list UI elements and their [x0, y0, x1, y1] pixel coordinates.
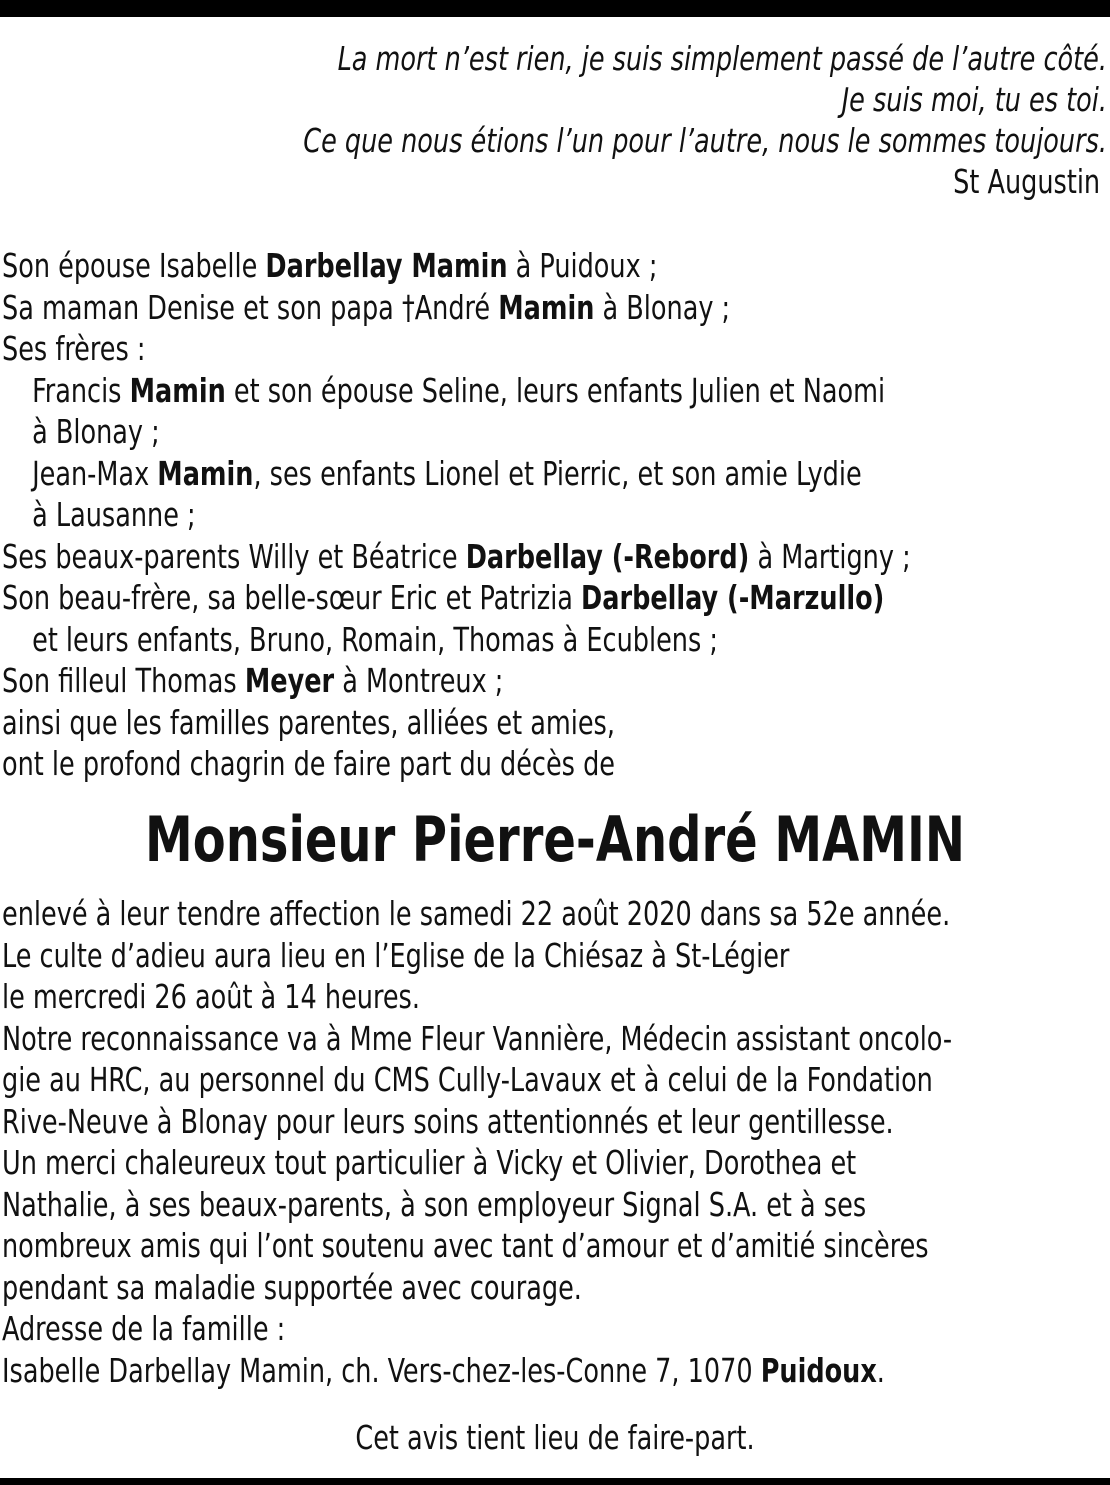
body-line: Notre reconnaissance va à Mme Fleur Vannière, Médecin assistant oncolo- [2, 1018, 953, 1058]
family-line: Ses beaux-parents Willy et Béatrice Darbellay (-Rebord) à Martigny ; [2, 536, 911, 576]
family-list [2, 245, 911, 785]
family-surname: Meyer [244, 661, 335, 700]
body-line: Rive-Neuve à Blonay pour leurs soins attentionnés et leur gentillesse. [2, 1101, 894, 1141]
family-surname: Mamin [498, 287, 595, 327]
family-line: ainsi que les familles parentes, alliées et amies, [2, 702, 615, 742]
family-line: Jean-Max Mamin, ses enfants Lionel et Pierric, et son amie Lydie [32, 453, 862, 493]
family-line: Sa maman Denise et son papa †André Mamin à Blonay ; [2, 287, 731, 327]
address-city: Puidoux [760, 1350, 877, 1390]
body-line: Nathalie, à ses beaux-parents, à son employeur Signal S.A. et à ses [2, 1184, 867, 1224]
body-line: nombreux amis qui l’ont soutenu avec tant d’amour et d’amitié sincères [2, 1226, 929, 1265]
family-line: Son filleul Thomas Meyer à Montreux ; [2, 661, 504, 700]
bottom-rule [0, 1478, 1110, 1485]
family-surname: Mamin [129, 370, 226, 410]
family-surname: Darbellay Mamin [265, 246, 508, 285]
quote-author: St Augustin [953, 162, 1101, 201]
quote-line: La mort n’est rien, je suis simplement passé de l’autre côté. [337, 39, 1108, 78]
family-line: à Lausanne ; [32, 495, 196, 534]
body-line: gie au HRC, au personnel du CMS Cully-Lavaux et à celui de la Fondation [2, 1060, 933, 1099]
family-surname: Darbellay (-Rebord) [465, 536, 750, 576]
family-line: Ses frères : [2, 329, 146, 368]
family-surname: Mamin [157, 453, 254, 493]
closing-note: Cet avis tient lieu de faire-part. [355, 1418, 755, 1457]
family-line: Son beau-frère, sa belle-sœur Eric et Patrizia Darbellay (-Marzullo) [2, 578, 885, 617]
family-line: Francis Mamin et son épouse Seline, leurs enfants Julien et Naomi [32, 370, 886, 410]
body-line: Le culte d’adieu aura lieu en l’Eglise de la Chiésaz à St-Légier [2, 935, 790, 975]
family-line: à Blonay ; [32, 412, 160, 451]
body-line: Adresse de la famille : [2, 1309, 286, 1348]
body-line: enlevé à leur tendre affection le samedi 22 août 2020 dans sa 52e année. [2, 894, 951, 933]
family-surname: Darbellay (-Marzullo) [581, 578, 885, 617]
body-line: Un merci chaleureux tout particulier à Vicky et Olivier, Dorothea et [2, 1143, 857, 1182]
epigraph-quote [204, 38, 1107, 202]
quote-line: Je suis moi, tu es toi. [841, 80, 1107, 119]
body-line: le mercredi 26 août à 14 heures. [2, 977, 420, 1016]
notice-body [2, 893, 1110, 1391]
body-line: pendant sa maladie supportée avec courage. [2, 1267, 582, 1307]
quote-line: Ce que nous étions l’un pour l’autre, nous le sommes toujours. [303, 121, 1107, 160]
top-rule [0, 0, 1110, 17]
family-line: ont le profond chagrin de faire part du décès de [2, 744, 616, 783]
family-address: Isabelle Darbellay Mamin, ch. Vers-chez-les-Conne 7, 1070 Puidoux. [2, 1350, 885, 1390]
family-line: Son épouse Isabelle Darbellay Mamin à Puidoux ; [2, 246, 658, 285]
deceased-name: Monsieur Pierre-André MAMIN [145, 803, 965, 876]
family-line: et leurs enfants, Bruno, Romain, Thomas à Ecublens ; [32, 619, 719, 659]
